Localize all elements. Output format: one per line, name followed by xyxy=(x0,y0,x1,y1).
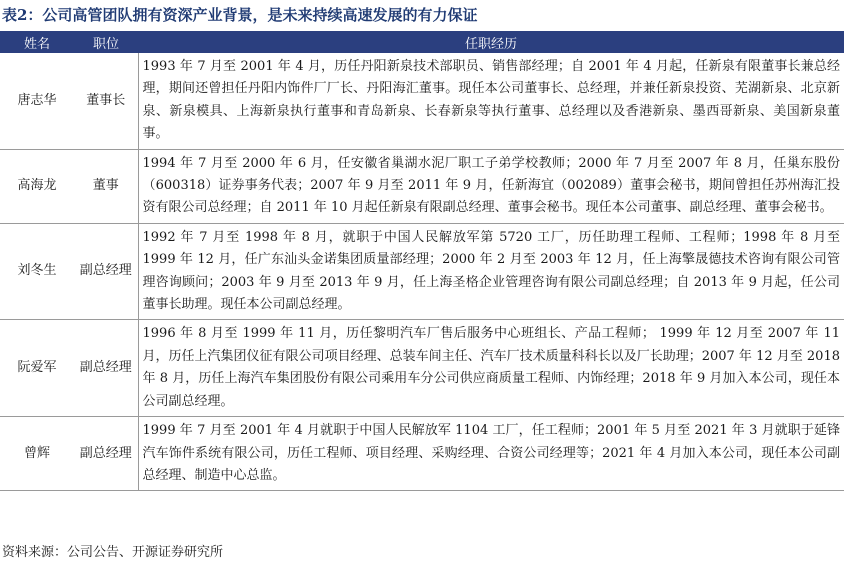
source-note: 资料来源：公司公告、开源证券研究所 xyxy=(2,545,224,560)
cell-name: 刘冬生 xyxy=(0,223,74,320)
cell-experience: 1992 年 7 月至 1998 年 8 月，就职于中国人民解放军第 5720 工厂，历任助理工程师、工程师；1998 年 8 月至 1999 年 12 月，任广东汕头金诺集团质量部经理；2000 年 2 月至 2003 年 12 月，任上海擎晟德技术咨询有限公司管理咨询顾问；2003 年 9 月至 2013 年 9 月，任上海圣格企业管理咨询有限公司副总经理；自 2013 年 9 月起，任公司董事长助理。现任本公司副总经理。 xyxy=(138,223,844,320)
header-position: 职位 xyxy=(74,31,138,53)
cell-name: 阮爱军 xyxy=(0,320,74,417)
cell-position: 副总经理 xyxy=(74,320,138,417)
table-row xyxy=(0,149,844,223)
table-row xyxy=(0,417,844,491)
cell-position: 副总经理 xyxy=(74,417,138,491)
table-header-row xyxy=(0,31,844,53)
cell-experience: 1993 年 7 月至 2001 年 4 月，历任丹阳新泉技术部职员、销售部经理；自 2001 年 4 月起，任新泉有限董事长兼总经理，期间还曾担任丹阳内饰件厂厂长、丹阳海汇董事。现任本公司董事长、总经理，并兼任新泉投资、芜湖新泉、北京新泉、新泉模具、上海新泉执行董事和青岛新泉、长春新泉等执行董事、总经理以及香港新泉、墨西哥新泉、美国新泉董事。 xyxy=(138,53,844,149)
cell-position: 董事 xyxy=(74,149,138,223)
table-row xyxy=(0,53,844,149)
cell-name: 高海龙 xyxy=(0,149,74,223)
executive-table xyxy=(0,31,844,491)
cell-name: 曾辉 xyxy=(0,417,74,491)
cell-position: 副总经理 xyxy=(74,223,138,320)
table-row xyxy=(0,223,844,320)
table-title: 表2：公司高管团队拥有资深产业背景，是未来持续高速发展的有力保证 xyxy=(2,6,478,24)
cell-experience: 1996 年 8 月至 1999 年 11 月，历任黎明汽车厂售后服务中心班组长、产品工程师； 1999 年 12 月至 2007 年 11 月，历任上汽集团仪征有限公司项目经理、总装车间主任、汽车厂技术质量科科长以及厂长助理；2007 年 12 月至 2018 年 8 月，历任上海汽车集团股份有限公司乘用车分公司供应商质量工程师、内饰经理；2018 年 9 月加入本公司，现任本公司副总经理。 xyxy=(138,320,844,417)
header-experience: 任职经历 xyxy=(138,31,844,53)
cell-experience: 1994 年 7 月至 2000 年 6 月，任安徽省巢湖水泥厂职工子弟学校教师；2000 年 7 月至 2007 年 8 月，任巢东股份（600318）证券事务代表；2007 年 9 月至 2011 年 9 月，任新海宜（002089）董事会秘书，期间曾担任苏州海汇投资有限公司总经理；自 2011 年 10 月起任新泉有限副总经理、董事会秘书。现任本公司董事、副总经理、董事会秘书。 xyxy=(138,149,844,223)
table-row xyxy=(0,320,844,417)
cell-position: 董事长 xyxy=(74,53,138,149)
header-name: 姓名 xyxy=(0,31,74,53)
cell-name: 唐志华 xyxy=(0,53,74,149)
cell-experience: 1999 年 7 月至 2001 年 4 月就职于中国人民解放军 1104 工厂，任工程师；2001 年 5 月至 2021 年 3 月就职于延锋汽车饰件系统有限公司，历任工程师、项目经理、采购经理、合资公司经理等；2021 年 4 月加入本公司，现任本公司副总经理、制造中心总监。 xyxy=(138,417,844,491)
